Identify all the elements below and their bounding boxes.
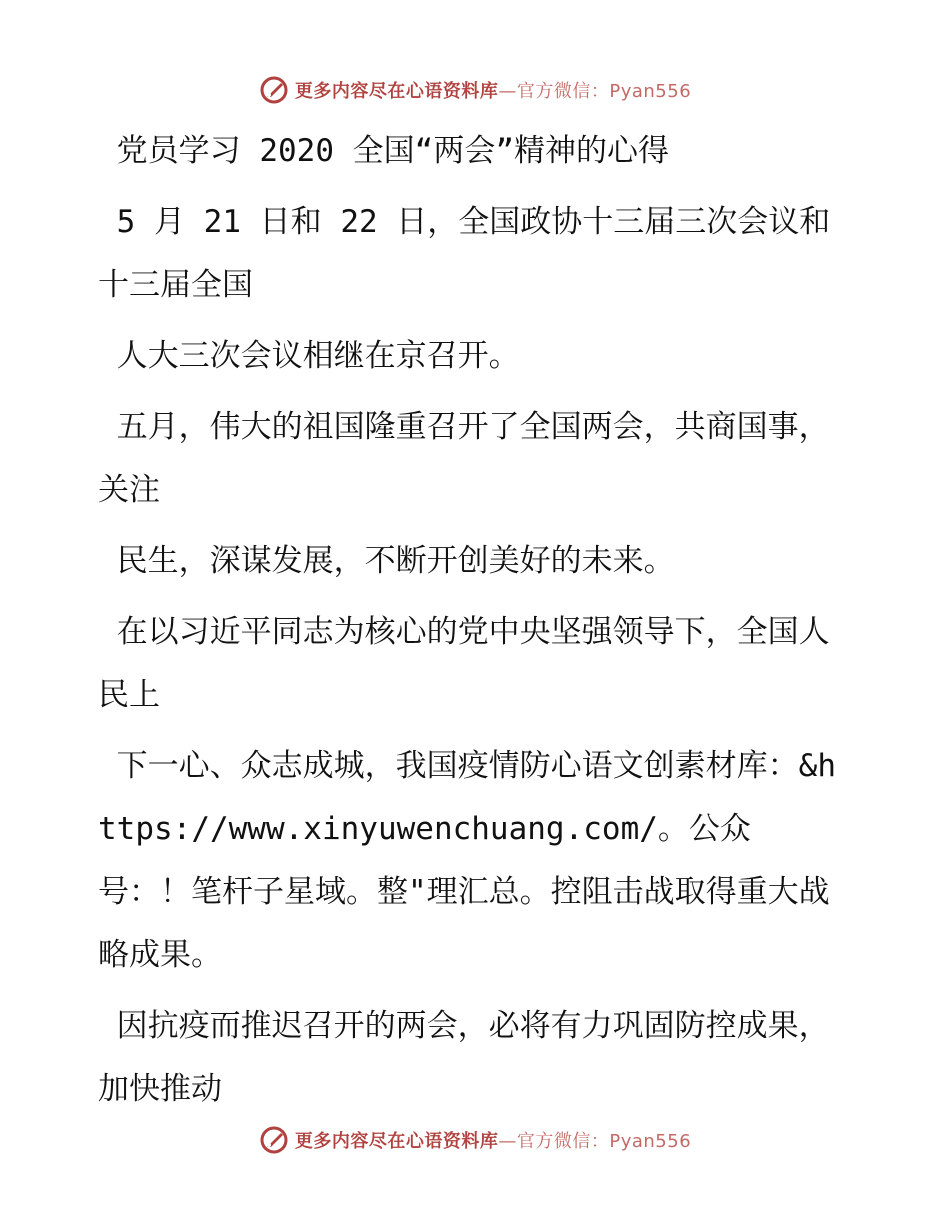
quill-logo-icon (259, 75, 289, 105)
paragraph: 在以习近平同志为核心的党中央坚强领导下，全国人民上 (98, 614, 830, 713)
footer-banner (0, 1120, 950, 1160)
quill-logo-icon (259, 1125, 289, 1155)
paragraph: 因抗疫而推迟召开的两会，必将有力巩固防控成果，加快推动 (98, 1008, 830, 1107)
header-banner (0, 70, 950, 110)
header-wechat: —官方微信：Pyan556 (498, 81, 692, 102)
document-body (98, 120, 838, 1129)
footer-brand: 更多内容尽在心语资料库 (294, 1131, 499, 1152)
paragraph-title: 党员学习 2020 全国“两会”精神的心得 (98, 133, 669, 169)
header-text (295, 77, 691, 103)
header-brand: 更多内容尽在心语资料库 (294, 81, 499, 102)
footer-wechat: —官方微信：Pyan556 (498, 1131, 692, 1152)
paragraph: 下一心、众志成城，我国疫情防心语文创素材库：&https://www.xinyuwenchuang.com/。公众号：！笔杆子星域。整"理汇总。控阻击战取得重大战略成果。 (98, 748, 836, 973)
footer-text (295, 1127, 691, 1153)
paragraph: 5 月 21 日和 22 日，全国政协十三届三次会议和十三届全国 (98, 204, 831, 303)
paragraph: 人大三次会议相继在京召开。 (98, 338, 520, 374)
paragraph: 民生，深谋发展，不断开创美好的未来。 (98, 543, 675, 579)
paragraph: 五月，伟大的祖国隆重召开了全国两会，共商国事，关注 (98, 409, 830, 508)
